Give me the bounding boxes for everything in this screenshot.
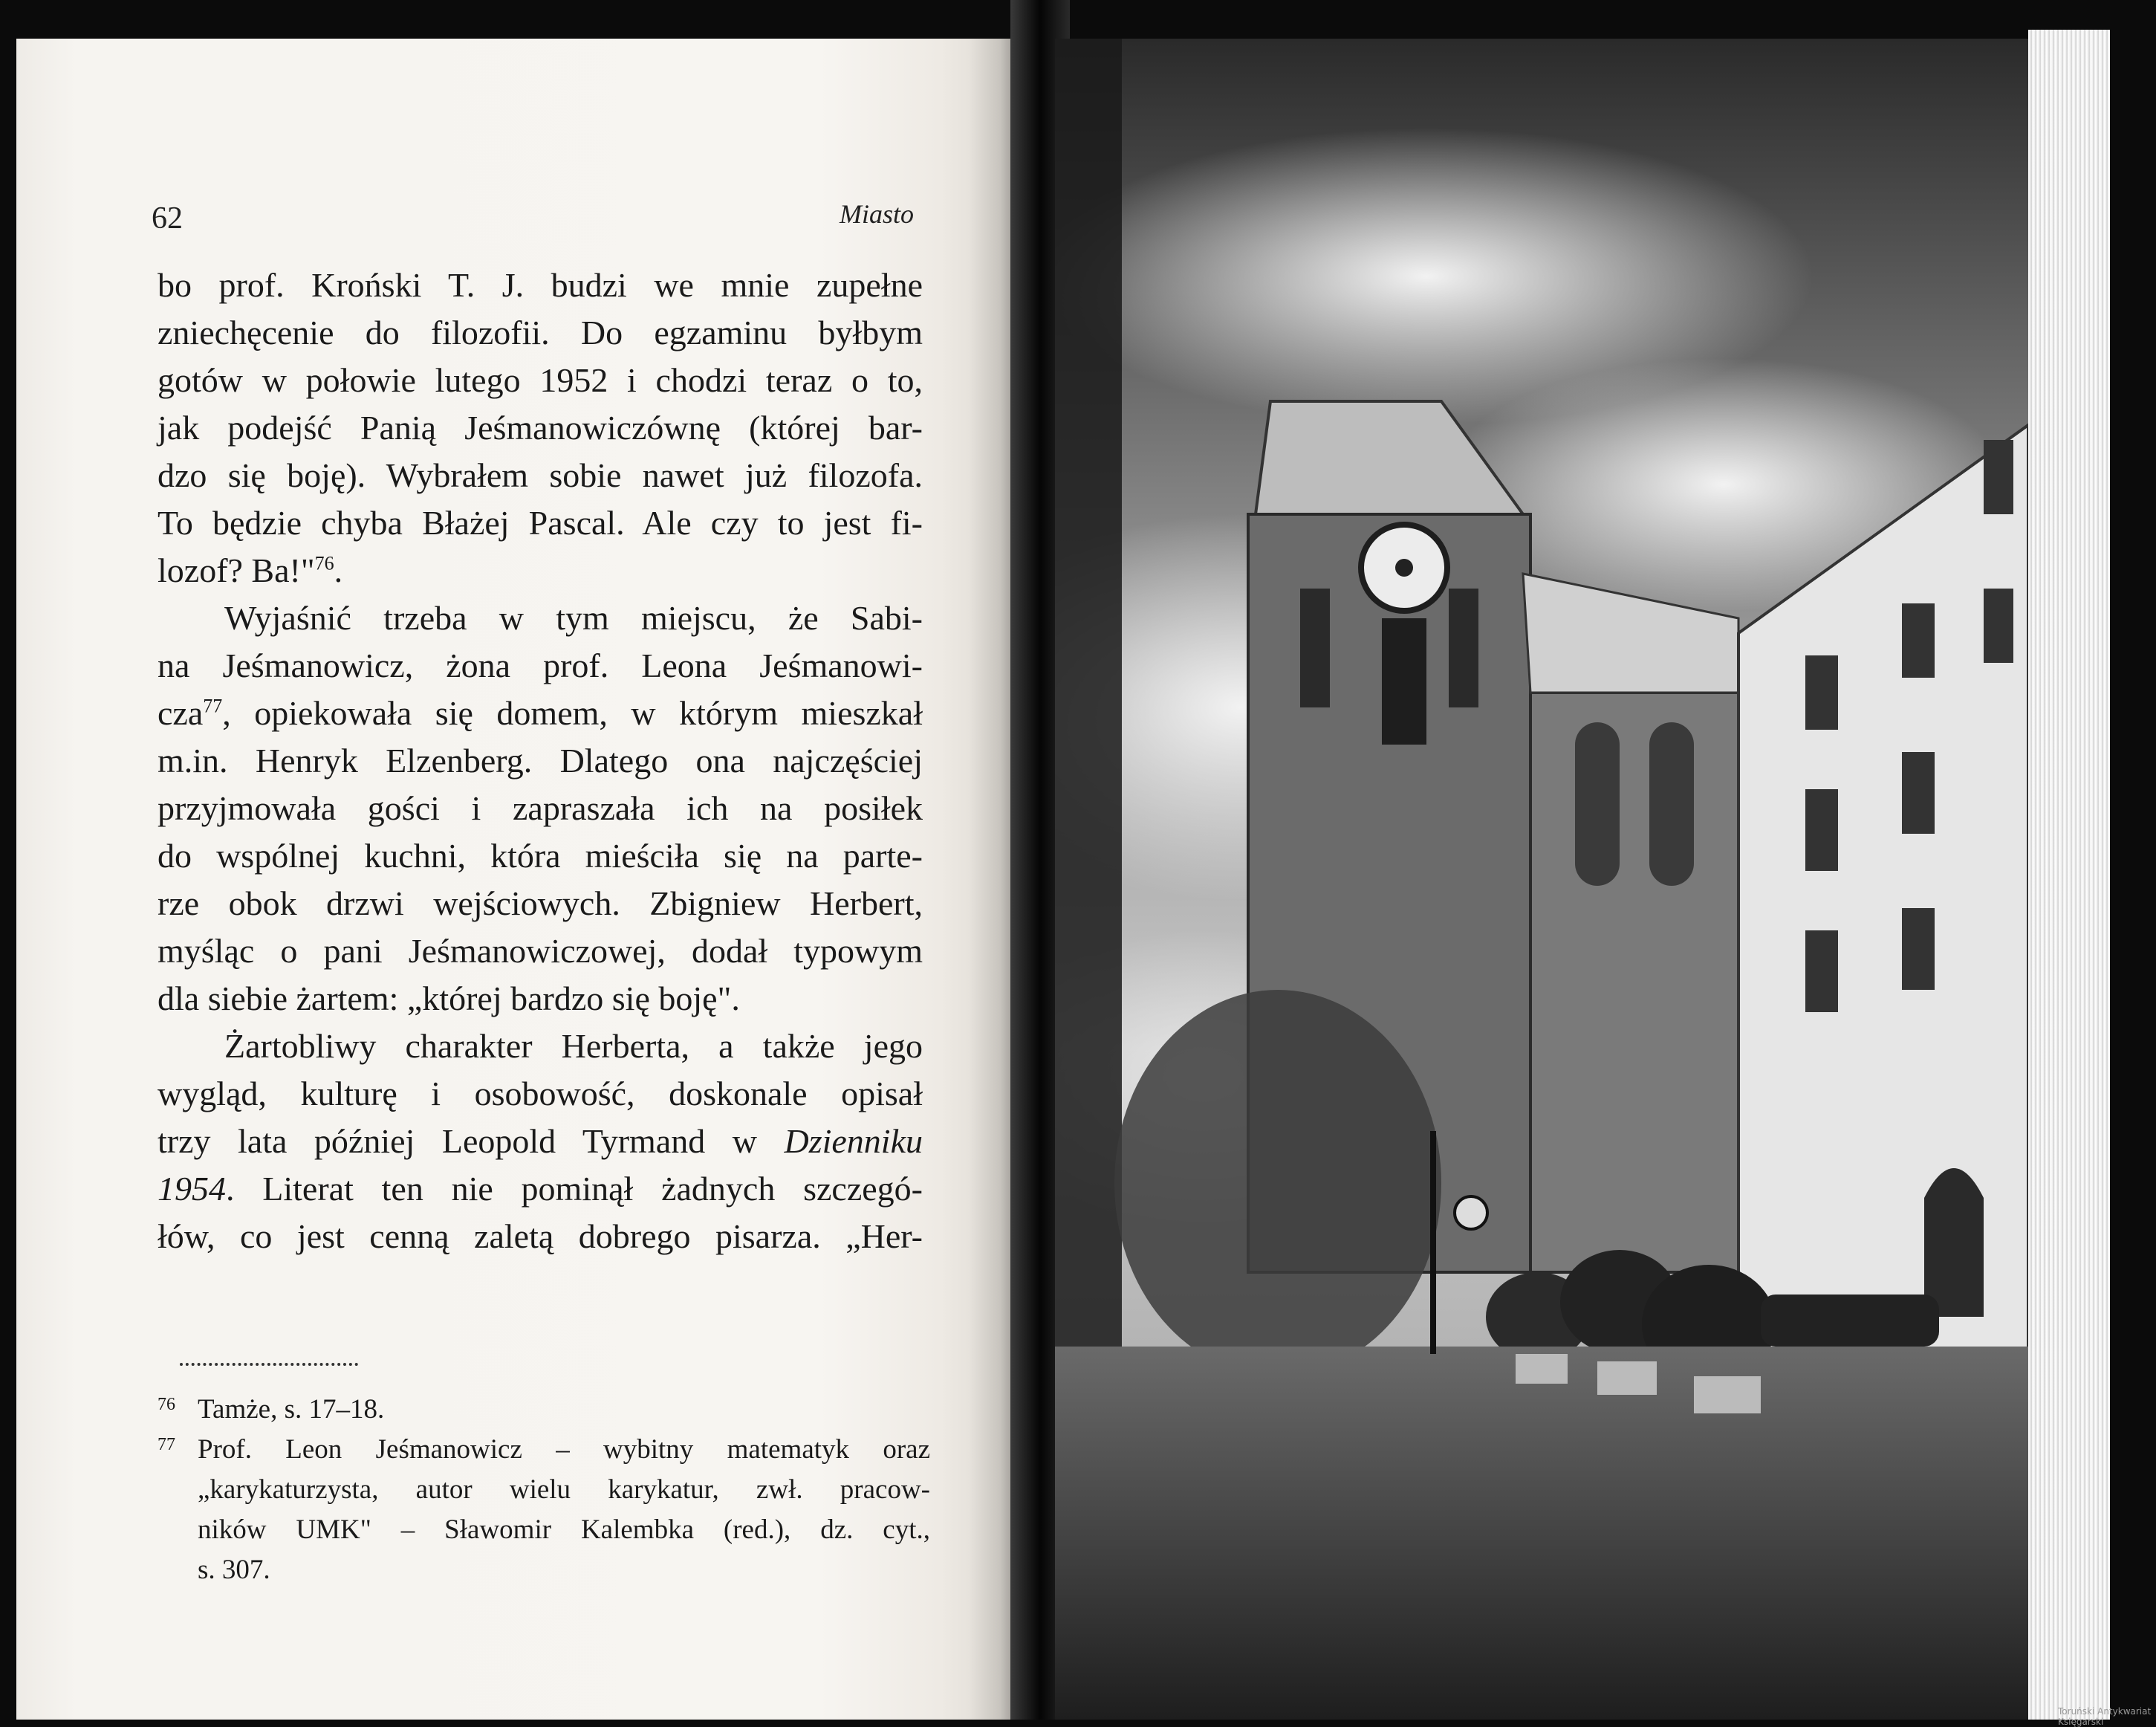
car [1761, 1295, 1939, 1347]
text-line: To będzie chyba Błażej Pascal. Ale czy to jest fi- [158, 504, 923, 542]
footnote-ref-77[interactable]: 77 [203, 695, 223, 717]
text-line: przyjmowała gości i zapraszała ich na posiłek [158, 789, 923, 827]
building-arch-door [1924, 1168, 1984, 1317]
text-line: do wspólnej kuchni, która mieściła się na parte- [158, 837, 923, 875]
footnote-divider [180, 1363, 358, 1366]
footnote-77-line: „karykaturzysta, autor wielu karykatur, zwł. pracow- [198, 1474, 930, 1505]
text-line: Wyjaśnić trzeba w tym miejscu, że Sabi- [224, 599, 923, 637]
building-window [1902, 908, 1935, 990]
cathedral-street-photo [1055, 39, 2028, 1720]
text-line: lozof? Ba!"$^{76}$. [158, 551, 343, 589]
footnote-76: 76 Tamże, s. 17–18. [158, 1394, 385, 1425]
footnote-77: 77 Prof. Leon Jeśmanowicz – wybitny matematyk oraz [158, 1434, 930, 1465]
nave-window [1575, 722, 1620, 886]
stamp-text: Toruński Antykwariat Księgarski [2058, 1706, 2152, 1727]
tower-belfry [1382, 618, 1426, 745]
text-line: jak podejść Panią Jeśmanowiczównę (której bar- [158, 409, 923, 447]
text-line: dla siebie żartem: „której bardzo się boję". [158, 979, 740, 1017]
planter [1516, 1354, 1568, 1384]
book-title-italic: Dzienniku [784, 1122, 923, 1160]
running-head: Miasto [839, 199, 914, 229]
text-line: Żartobliwy charakter Herberta, a także jego [224, 1027, 923, 1065]
text-line: cza$^{77}$, opiekowała się domem, w którym mieszkał [158, 694, 923, 732]
building-window [1984, 589, 2013, 663]
lamp-post [1430, 1131, 1436, 1354]
text-line: łów, co jest cenną zaletą dobrego pisarza. „Her- [158, 1217, 923, 1255]
tower-clock-center [1395, 559, 1413, 577]
right-page [1055, 39, 2080, 1720]
text-line: m.in. Henryk Elzenberg. Dlatego ona najczęściej [158, 742, 923, 780]
building-window [1902, 603, 1935, 678]
text-line: 1954. Literat ten nie pominął żadnych szczegó- [158, 1170, 923, 1208]
tree-left [1114, 990, 1441, 1376]
planter [1694, 1376, 1761, 1413]
text-line: rze obok drzwi wejściowych. Zbigniew Herbert, [158, 884, 923, 922]
nave-window [1649, 722, 1694, 886]
text-line: gotów w połowie lutego 1952 i chodzi teraz o to, [158, 361, 923, 399]
page-number: 62 [152, 201, 183, 236]
text-line: dzo się boję). Wybrałem sobie nawet już filozofa. [158, 456, 923, 494]
planter [1597, 1361, 1657, 1395]
building-window [1805, 655, 1838, 730]
text-line: trzy lata później Leopold Tyrmand w Dzienniku [158, 1122, 923, 1160]
building-window [1984, 440, 2013, 514]
footnote-ref-76[interactable]: 76 [314, 552, 334, 574]
tower-window [1300, 589, 1330, 707]
page-edges [2028, 30, 2110, 1720]
building-window [1902, 752, 1935, 834]
text-line: wygląd, kulturę i osobowość, doskonale opisał [158, 1075, 923, 1112]
building-window [1805, 789, 1838, 871]
text-line: bo prof. Kroński T. J. budzi we mnie zupełne [158, 266, 923, 304]
left-page [16, 39, 1021, 1720]
tower-window [1449, 589, 1478, 707]
text-line: zniechęcenie do filozofii. Do egzaminu byłbym [158, 314, 923, 351]
building-window [1805, 930, 1838, 1012]
text-line: myśląc o pani Jeśmanowiczowej, dodał typowym [158, 932, 923, 970]
text-line: na Jeśmanowicz, żona prof. Leona Jeśmanowi- [158, 647, 923, 684]
cathedral-nave [1530, 693, 1738, 1272]
footnotes [158, 1390, 930, 1590]
road-sign [1455, 1196, 1487, 1229]
body-text [158, 262, 923, 1260]
footnote-77-line: s. 307. [198, 1555, 270, 1585]
footnote-77-line: ników UMK" – Sławomir Kalembka (red.), dz. cyt., [198, 1514, 930, 1545]
cobblestone-street [1055, 1347, 2028, 1720]
